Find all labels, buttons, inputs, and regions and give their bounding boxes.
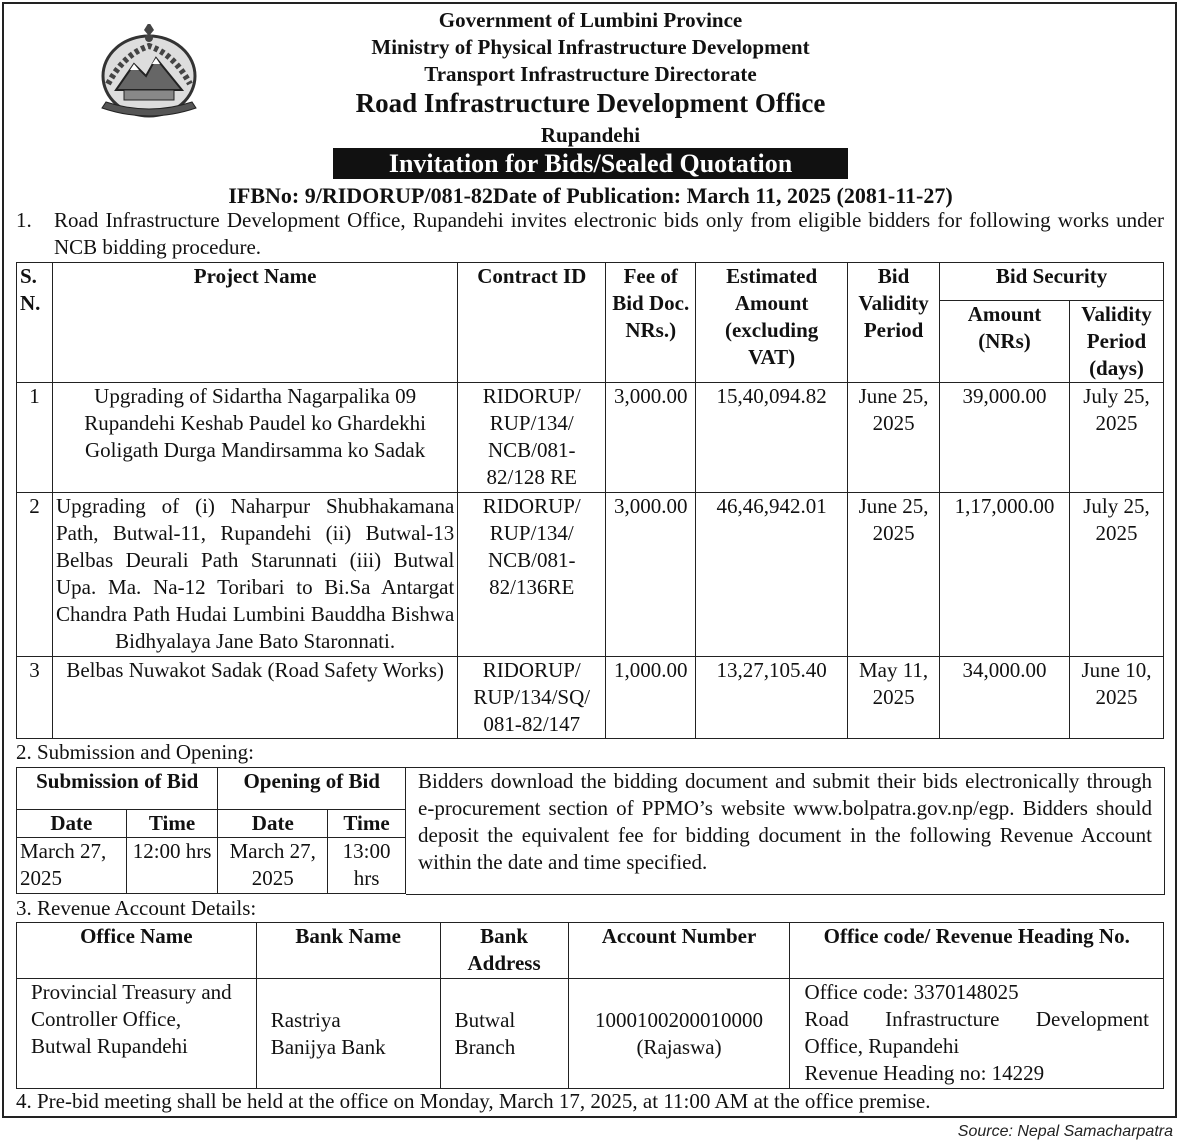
opening-date-label: Date [218,810,328,838]
submission-time: 12:00 hrs [126,838,218,894]
col-project: Project Name [52,263,457,383]
submission-note: Bidders download the bidding document and submit their bids electronically through e-procurement section of PPMO’s website www.bolpatra.gov.np/egp. Bidders should deposit the equivalent fee for bidding document in the following Revenue Account within the date and time specified. [418,769,1152,874]
rev-code [790,979,1164,1089]
row3-validity: May 11, 2025 [848,657,940,739]
rev-col-bank: Bank Name [256,923,440,979]
section-1-number: 1. [16,208,32,232]
submission-header: Submission of Bid [17,768,218,810]
row2-amount: 1,17,000.00 [940,493,1070,657]
opening-header: Opening of Bid [218,768,406,810]
col-estimate: Estimated Amount (excluding VAT) [696,263,848,383]
rev-col-office: Office Name [17,923,257,979]
section-1-text: Road Infrastructure Development Office, Rupandehi invites electronic bids only from eligible bidders for following works under NCB bidding procedure. [54,208,1164,259]
header-location: Rupandehi [540,123,641,147]
row3-security-validity: June 10, 2025 [1069,657,1163,739]
revenue-table [16,922,1164,1089]
table-row [17,383,1164,493]
rev-code-line1: Office code: 3370148025 [804,980,1019,1004]
notice-banner: Invitation for Bids/Sealed Quotation [333,148,848,179]
submission-time-label: Time [126,810,218,838]
row3-project: Belbas Nuwakot Sadak (Road Safety Works) [52,657,457,739]
row2-estimate: 46,46,942.01 [696,493,848,657]
row3-amount: 34,000.00 [940,657,1070,739]
opening-date: March 27, 2025 [218,838,328,894]
row2-validity: June 25, 2025 [848,493,940,657]
rev-col-code: Office code/ Revenue Heading No. [790,923,1164,979]
row1-amount: 39,000.00 [940,383,1070,493]
col-amount: Amount (NRs) [940,301,1070,383]
col-security-validity: Validity Period (days) [1069,301,1163,383]
row2-security-validity: July 25, 2025 [1069,493,1163,657]
col-fee: Fee of Bid Doc. NRs.) [606,263,696,383]
rev-address: Butwal Branch [440,979,568,1089]
ifb-line: IFBNo: 9/RIDORUP/081-82Date of Publication: March 11, 2025 (2081-11-27) [228,183,953,208]
rev-col-address: Bank Address [440,923,568,979]
row1-contract: RIDORUP/ RUP/134/ NCB/081-82/128 RE [458,383,606,493]
header-office: Road Infrastructure Development Office [355,88,826,118]
row2-contract: RIDORUP/ RUP/134/ NCB/081-82/136RE [458,493,606,657]
source-credit: Source: Nepal Samacharpatra [957,1123,1173,1140]
section-3-title: 3. Revenue Account Details: [16,896,257,920]
col-contract: Contract ID [458,263,606,383]
header-directorate: Transport Infrastructure Directorate [424,62,757,86]
header-government: Government of Lumbini Province [438,8,743,32]
rev-code-line3: Revenue Heading no: 14229 [804,1061,1045,1085]
rev-account: 1000100200010000 (Rajaswa) [568,979,790,1089]
table-row [17,493,1164,657]
row1-project: Upgrading of Sidartha Nagarpalika 09 Rupandehi Keshab Paudel ko Ghardekhi Goligath Durga Mandirsamma ko Sadak [52,383,457,493]
col-sn: S. N. [17,263,53,383]
submission-table [16,767,406,894]
row2-sn: 2 [17,493,53,657]
row3-contract: RIDORUP/ RUP/134/SQ/ 081-82/147 [458,657,606,739]
section-4: 4. Pre-bid meeting shall be held at the office on Monday, March 17, 2025, at 11:00 AM at the office premise. [16,1089,931,1113]
row2-project: Upgrading of (i) Naharpur Shubhakamana Path, Butwal-11, Rupandehi (ii) Butwal-13 Belbas Deurali Path Starunnati (iii) Butwal Upa. Ma. Na-12 Toribari to Bi.Sa Antargat Chandra Path Hudai Lumbini Bauddha Bishwa Bidhyalaya Jane Bato Staronnati. [52,493,457,657]
rev-code-line2: Road Infrastructure Development Office, Rupandehi [804,1007,1149,1058]
row1-security-validity: July 25, 2025 [1069,383,1163,493]
section-1 [16,207,1164,261]
col-validity: Bid Validity Period [848,263,940,383]
row3-fee: 1,000.00 [606,657,696,739]
rev-col-account: Account Number [568,923,790,979]
row2-fee: 3,000.00 [606,493,696,657]
opening-time-label: Time [328,810,406,838]
row3-estimate: 13,27,105.40 [696,657,848,739]
rev-bank: Rastriya Banijya Bank [256,979,440,1089]
projects-table [16,262,1164,739]
table-row [17,657,1164,739]
submission-date: March 27, 2025 [17,838,127,894]
col-security: Bid Security [940,263,1164,301]
submission-date-label: Date [17,810,127,838]
section-2-title: 2. Submission and Opening: [16,740,255,764]
table-row [17,979,1164,1089]
rev-office: Provincial Treasury and Controller Office, Butwal Rupandehi [17,979,257,1089]
header-ministry: Ministry of Physical Infrastructure Development [371,35,810,59]
row1-estimate: 15,40,094.82 [696,383,848,493]
row1-sn: 1 [17,383,53,493]
row1-validity: June 25, 2025 [848,383,940,493]
row3-sn: 3 [17,657,53,739]
opening-time: 13:00 hrs [328,838,406,894]
row1-fee: 3,000.00 [606,383,696,493]
